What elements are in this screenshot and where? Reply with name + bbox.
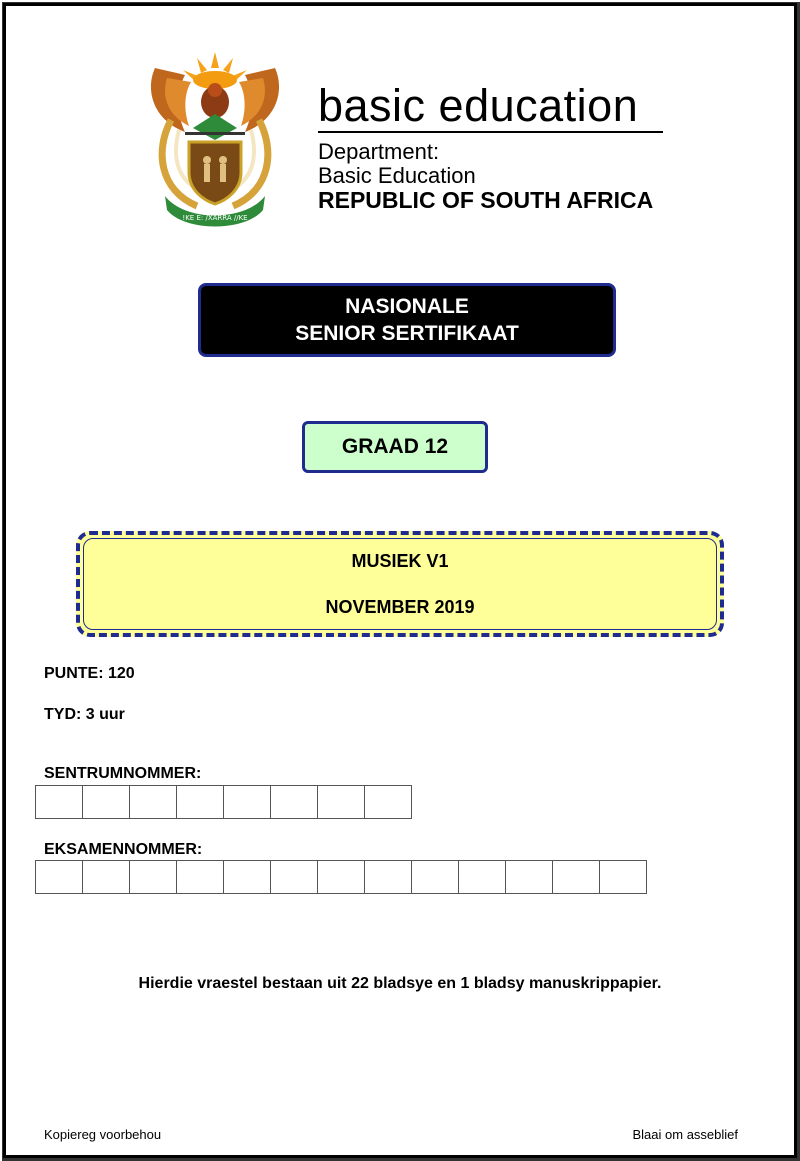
country-name: REPUBLIC OF SOUTH AFRICA	[318, 187, 654, 213]
centre-number-cell[interactable]	[129, 785, 177, 819]
exam-number-cell[interactable]	[129, 860, 177, 894]
centre-number-cell[interactable]	[317, 785, 365, 819]
centre-number-cell[interactable]	[176, 785, 224, 819]
brand-underline	[318, 131, 663, 133]
exam-number-cell[interactable]	[364, 860, 412, 894]
certificate-line-1: NASIONALE	[345, 295, 469, 318]
exam-number-cell[interactable]	[317, 860, 365, 894]
marks-label: PUNTE: 120	[44, 665, 135, 682]
grade-badge: GRAAD 12	[302, 421, 488, 473]
south-africa-coat-of-arms-icon	[145, 50, 285, 228]
centre-number-cell[interactable]	[270, 785, 318, 819]
exam-number-cell[interactable]	[270, 860, 318, 894]
centre-number-boxes	[35, 785, 411, 819]
copyright-note: Kopiereg voorbehou	[44, 1127, 162, 1142]
department-name: Basic Education	[318, 163, 476, 188]
exam-number-cell[interactable]	[223, 860, 271, 894]
exam-number-cell[interactable]	[505, 860, 553, 894]
paper-page-count-note: Hierdie vraestel bestaan uit 22 bladsye en 1 bladsy manuskrippapier.	[138, 975, 662, 992]
turn-over-note: Blaai om asseblief	[632, 1127, 738, 1142]
exam-number-cell[interactable]	[35, 860, 83, 894]
exam-number-cell[interactable]	[82, 860, 130, 894]
exam-number-cell[interactable]	[552, 860, 600, 894]
exam-number-cell[interactable]	[599, 860, 647, 894]
certificate-banner	[198, 283, 616, 357]
svg-text:!KE E: /XARRA //KE: !KE E: /XARRA //KE	[182, 214, 248, 222]
subject-panel	[76, 531, 724, 637]
exam-number-cell[interactable]	[411, 860, 459, 894]
centre-number-cell[interactable]	[364, 785, 412, 819]
department-label: Department:	[318, 139, 440, 164]
exam-number-cell[interactable]	[176, 860, 224, 894]
centre-number-label: SENTRUMNOMMER:	[44, 765, 202, 782]
exam-number-cell[interactable]	[458, 860, 506, 894]
centre-number-cell[interactable]	[82, 785, 130, 819]
brand-title: basic education	[318, 80, 639, 131]
exam-number-boxes	[35, 860, 646, 894]
centre-number-cell[interactable]	[35, 785, 83, 819]
exam-session: NOVEMBER 2019	[325, 597, 475, 617]
time-label: TYD: 3 uur	[44, 706, 125, 723]
certificate-line-2: SENIOR SERTIFIKAAT	[295, 322, 519, 345]
centre-number-cell[interactable]	[223, 785, 271, 819]
subject-name: MUSIEK V1	[351, 551, 449, 571]
exam-number-label: EKSAMENNOMMER:	[44, 841, 203, 858]
